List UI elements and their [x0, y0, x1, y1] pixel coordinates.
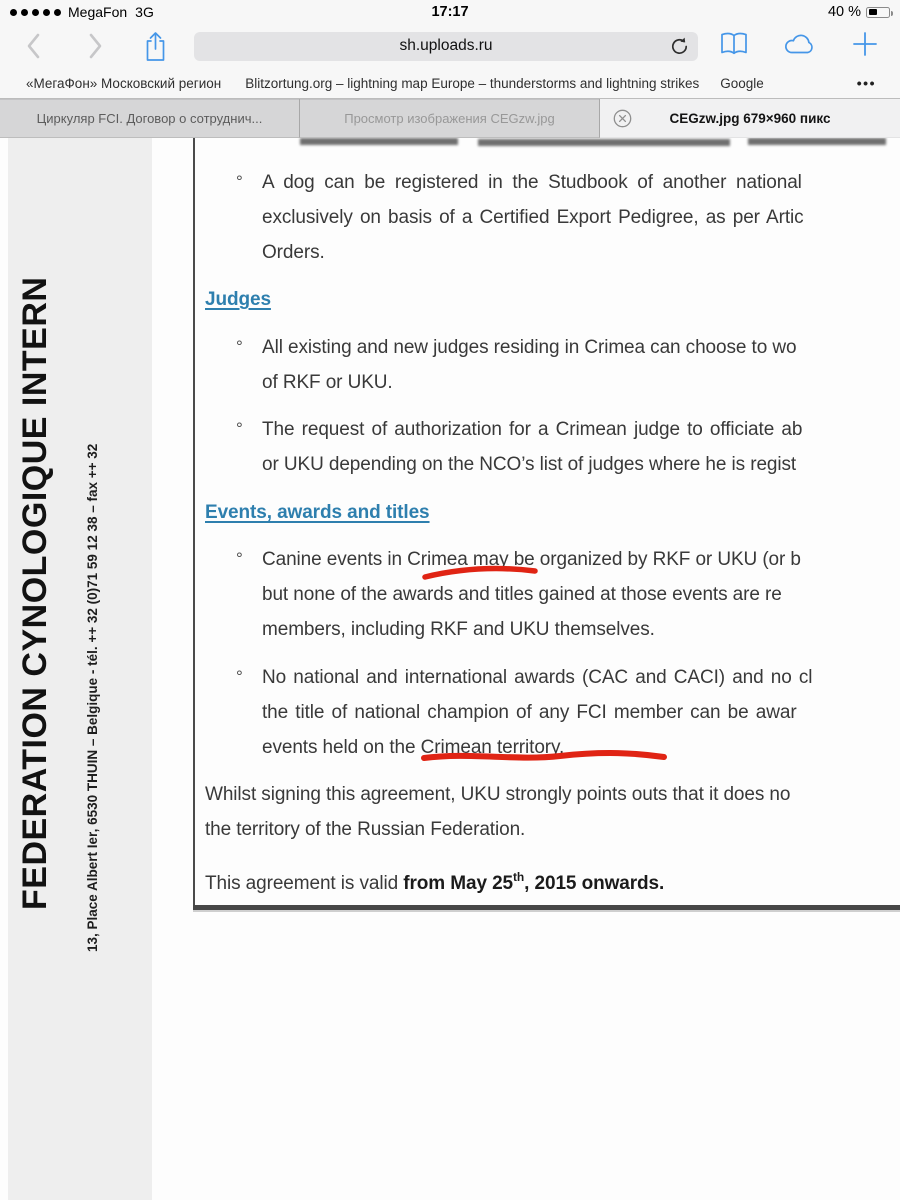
bullet-marker: ° [236, 171, 243, 191]
doc-line: the territory of the Russian Federation. [205, 819, 526, 840]
cropped-text-remnant [300, 138, 458, 145]
doc-line: events held on the Crimean territory. [262, 736, 565, 758]
reload-button[interactable] [669, 36, 690, 57]
bullet-marker: ° [236, 336, 243, 356]
close-icon [613, 109, 632, 128]
clock: 17:17 [431, 4, 469, 20]
cropped-text-remnant [748, 138, 886, 145]
document-text [205, 152, 900, 895]
bookmark-google[interactable]: Google [720, 75, 764, 91]
doc-line: ° All existing and new judges residing in Crimea can choose to wo [205, 330, 900, 365]
safari-chrome [0, 0, 900, 138]
plus-icon [852, 31, 878, 57]
cellular-signal-icon [10, 9, 61, 16]
bookmarks-overflow-button[interactable]: ••• [856, 75, 876, 91]
close-tab-button[interactable] [613, 109, 632, 128]
cloud-icon [782, 31, 820, 57]
bookmarks-book-icon [718, 31, 750, 57]
bookmarks-bar [0, 68, 900, 99]
web-page-image [0, 138, 900, 1200]
doc-line: exclusively on basis of a Certified Export Pedigree, as per Artic [262, 206, 804, 228]
cropped-text-remnant [478, 139, 730, 146]
tab-fci-circular[interactable]: Циркуляр FCI. Договор о сотруднич... [0, 99, 300, 138]
doc-line: but none of the awards and titles gained at those events are re [262, 584, 782, 605]
back-chevron-icon [26, 33, 41, 59]
bullet-marker: ° [236, 549, 243, 568]
bookmark-blitzortung[interactable]: Blitzortung.org – lightning map Europe – thunderstorms and lightning strikes [245, 75, 700, 91]
share-button[interactable] [138, 29, 172, 63]
share-icon [143, 31, 168, 62]
bullet-marker: ° [236, 666, 243, 686]
tab-bar [0, 99, 900, 138]
doc-line: Whilst signing this agreement, UKU strongly points outs that it does no [205, 784, 791, 805]
doc-line-validity: This agreement is valid from May 25th, 2015 onwards. [205, 869, 665, 894]
doc-line: of RKF or UKU. [262, 371, 393, 393]
reload-icon [669, 36, 690, 57]
status-bar [0, 0, 900, 24]
url-text: sh.uploads.ru [399, 37, 493, 54]
doc-line: Orders. [262, 241, 325, 263]
battery-percent-label: 40 % [827, 4, 861, 20]
vertical-letterhead-title: FEDERATION CYNOLOGIQUE INTERN [16, 276, 54, 910]
tab-image-view[interactable]: Просмотр изображения CEGzw.jpg [300, 99, 600, 138]
tab-cegzw-active[interactable]: CEGzw.jpg 679×960 пикс [600, 99, 900, 138]
bullet-marker: ° [236, 419, 243, 438]
document-bottom-border [193, 905, 900, 910]
carrier-label: MegaFon [68, 4, 128, 20]
doc-line: or UKU depending on the NCO’s list of judges where he is regist [262, 454, 797, 475]
doc-line: ° The request of authorization for a Crimean judge to officiate ab [205, 412, 900, 447]
doc-line: members, including RKF and UKU themselves. [262, 619, 655, 640]
doc-heading-judges: Judges [205, 289, 271, 310]
address-bar[interactable] [194, 32, 698, 61]
document-left-border [193, 138, 195, 908]
doc-line: ° No national and international awards (CAC and CACI) and no cl [205, 660, 900, 695]
doc-line: ° A dog can be registered in the Studbook of another national [205, 165, 900, 200]
network-type-label: 3G [135, 4, 154, 20]
doc-line: ° Canine events in Crimea may be organized by RKF or UKU (or b [205, 542, 900, 577]
forward-button[interactable] [78, 29, 112, 63]
browser-toolbar [0, 24, 900, 68]
doc-line: the title of national champion of any FCI member can be awar [262, 701, 797, 723]
back-button[interactable] [16, 29, 50, 63]
bookmarks-button[interactable] [718, 31, 750, 62]
vertical-letterhead-address: 13, Place Albert Ier, 6530 THUIN – Belgique - tél. ++ 32 (0)71 59 12 38 – fax ++ 32 [85, 443, 100, 952]
doc-heading-events: Events, awards and titles [205, 501, 430, 523]
bookmark-megafon[interactable]: «МегаФон» Московский регион [26, 75, 222, 91]
new-tab-button[interactable] [852, 31, 878, 62]
forward-chevron-icon [88, 33, 103, 59]
icloud-tabs-button[interactable] [782, 31, 820, 62]
battery-icon [866, 7, 890, 18]
